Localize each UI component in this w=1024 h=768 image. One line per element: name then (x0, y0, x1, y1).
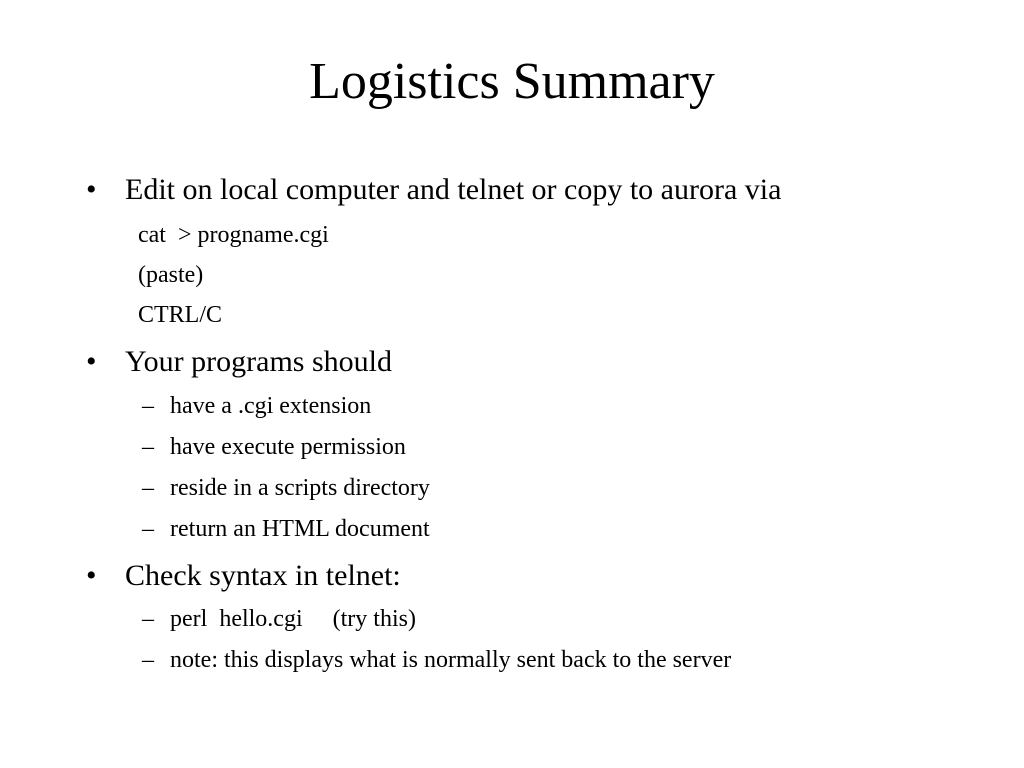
bullet-text: Edit on local computer and telnet or copy to aurora via (125, 173, 782, 206)
subitem-text: return an HTML document (170, 516, 430, 542)
bullet-marker: • (86, 559, 97, 592)
bullet-marker: • (86, 173, 97, 206)
dash-marker: – (142, 434, 154, 460)
slide-title: Logistics Summary (309, 53, 715, 110)
bullet-marker: • (86, 345, 97, 378)
bullet-text: Your programs should (125, 345, 392, 378)
dash-marker: – (142, 393, 154, 419)
dash-marker: – (142, 516, 154, 542)
code-line: cat > progname.cgi (138, 222, 329, 248)
subitem-text: note: this displays what is normally sent back to the server (170, 647, 732, 673)
subitem-text: perl hello.cgi (try this) (170, 606, 416, 632)
code-line: CTRL/C (138, 302, 223, 328)
bullet-text: Check syntax in telnet: (125, 559, 401, 592)
dash-marker: – (142, 606, 154, 632)
subitem-text: have a .cgi extension (170, 393, 372, 419)
code-line: (paste) (138, 262, 204, 288)
dash-marker: – (142, 647, 154, 673)
subitem-text: have execute permission (170, 434, 406, 460)
dash-marker: – (142, 475, 154, 501)
subitem-text: reside in a scripts directory (170, 475, 430, 501)
